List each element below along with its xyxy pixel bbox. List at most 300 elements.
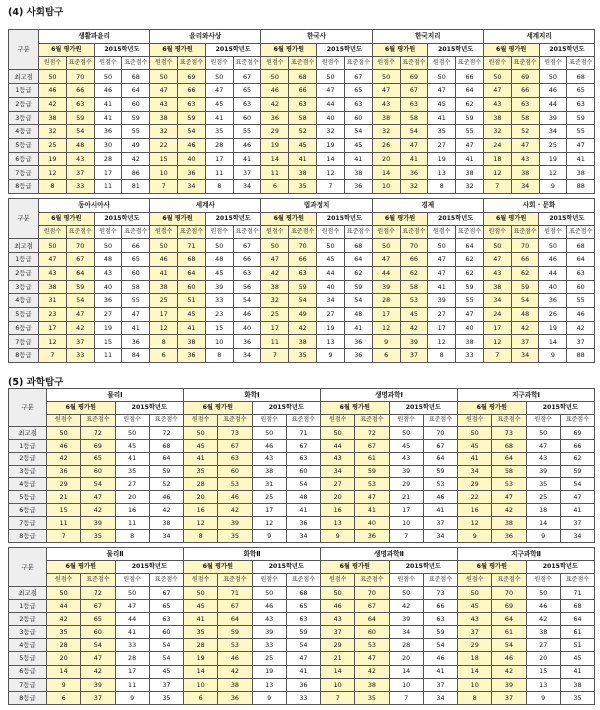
score-type-label: 표준점수 (560, 414, 594, 426)
score-cell: 46 (233, 307, 261, 321)
period-header: 6월 평가원 (372, 213, 428, 226)
score-cell: 66 (423, 599, 457, 612)
score-cell: 59 (511, 280, 539, 294)
score-type-label: 표준점수 (289, 57, 317, 70)
score-cell: 38 (456, 166, 484, 180)
score-cell: 66 (511, 253, 539, 267)
score-cell: 72 (81, 426, 115, 439)
score-cell: 67 (218, 599, 252, 612)
score-cell: 19 (539, 152, 567, 166)
score-cell: 48 (66, 138, 94, 152)
table-row (9, 439, 595, 452)
score-cell: 67 (66, 253, 94, 267)
score-cell: 19 (261, 138, 289, 152)
score-cell: 66 (178, 84, 206, 98)
score-cell: 14 (321, 665, 355, 678)
score-cell: 38 (149, 517, 183, 530)
score-cell: 38 (150, 280, 178, 294)
score-cell: 47 (483, 253, 511, 267)
score-cell: 70 (66, 239, 94, 253)
score-cell: 46 (218, 491, 252, 504)
period-header: 2015학년도 (205, 44, 261, 57)
score-cell: 86 (122, 166, 150, 180)
score-cell: 59 (149, 465, 183, 478)
score-cell: 60 (233, 111, 261, 125)
score-cell: 17 (150, 307, 178, 321)
score-cell: 19 (539, 321, 567, 335)
score-cell: 11 (47, 517, 81, 530)
score-cell: 42 (39, 97, 67, 111)
score-cell: 60 (81, 626, 115, 639)
score-cell: 12 (458, 517, 492, 530)
score-cell: 43 (39, 266, 67, 280)
score-cell: 55 (122, 125, 150, 139)
score-cell: 54 (286, 478, 320, 491)
period-header-row (9, 402, 595, 415)
score-cell: 38 (39, 280, 67, 294)
table-row (9, 180, 595, 194)
score-cell: 14 (389, 665, 423, 678)
table-row (9, 599, 595, 612)
score-cell: 45 (149, 665, 183, 678)
table-row (9, 349, 595, 363)
score-cell: 33 (66, 349, 94, 363)
score-cell: 70 (492, 586, 526, 599)
score-cell: 38 (511, 166, 539, 180)
table-row (9, 639, 595, 652)
score-cell: 48 (344, 307, 372, 321)
score-cell: 47 (355, 491, 389, 504)
table-row (9, 465, 595, 478)
score-type-label: 표준점수 (492, 574, 526, 586)
score-type-label: 원점수 (389, 574, 423, 586)
score-cell: 50 (115, 586, 149, 599)
score-cell: 47 (286, 652, 320, 665)
score-cell: 32 (39, 125, 67, 139)
period-header: 6월 평가원 (261, 44, 317, 57)
score-cell: 20 (526, 652, 560, 665)
score-cell: 45 (178, 307, 206, 321)
score-cell: 66 (400, 253, 428, 267)
score-cell: 32 (317, 125, 345, 139)
score-cell: 54 (178, 125, 206, 139)
score-cell: 20 (115, 491, 149, 504)
score-cell: 59 (423, 626, 457, 639)
score-cell: 28 (47, 639, 81, 652)
score-cell: 35 (218, 530, 252, 543)
score-type-label: 원점수 (526, 574, 560, 586)
score-type-label: 원점수 (150, 57, 178, 70)
period-header: 6월 평가원 (458, 402, 527, 415)
score-cell: 68 (122, 70, 150, 84)
score-type-label: 표준점수 (149, 574, 183, 586)
score-cell: 33 (115, 639, 149, 652)
score-cell: 42 (567, 321, 595, 335)
score-cell: 28 (115, 652, 149, 665)
score-cell: 15 (150, 152, 178, 166)
score-cell: 10 (389, 517, 423, 530)
period-header: 6월 평가원 (150, 213, 206, 226)
subject-name: 한국사 (261, 30, 372, 44)
score-cell: 47 (456, 307, 484, 321)
score-cell: 64 (567, 253, 595, 267)
subject-name: 경제 (372, 199, 483, 213)
score-cell: 12 (184, 517, 218, 530)
score-cell: 12 (372, 321, 400, 335)
period-header: 6월 평가원 (184, 402, 253, 415)
score-cell: 37 (511, 335, 539, 349)
score-cell: 31 (252, 478, 286, 491)
score-cell: 44 (47, 599, 81, 612)
score-cell: 41 (428, 280, 456, 294)
grade-label: 5등급 (9, 307, 39, 321)
score-cell: 63 (233, 97, 261, 111)
score-cell: 6 (150, 349, 178, 363)
grade-label: 8등급 (9, 349, 39, 363)
score-cell: 47 (400, 138, 428, 152)
score-cell: 13 (321, 517, 355, 530)
score-cell: 54 (511, 294, 539, 308)
period-header: 6월 평가원 (483, 44, 539, 57)
score-cell: 60 (218, 465, 252, 478)
score-cell: 29 (389, 478, 423, 491)
score-cell: 26 (539, 307, 567, 321)
score-cell: 63 (289, 266, 317, 280)
score-cell: 46 (539, 253, 567, 267)
score-type-label: 표준점수 (286, 414, 320, 426)
score-cell: 64 (122, 84, 150, 98)
score-cell: 62 (511, 266, 539, 280)
score-cell: 41 (560, 504, 594, 517)
score-cell: 14 (372, 166, 400, 180)
score-type-label: 원점수 (94, 57, 122, 70)
score-cell: 67 (355, 439, 389, 452)
grade-label: 7등급 (9, 678, 47, 691)
score-cell: 68 (492, 439, 526, 452)
score-cell: 12 (428, 335, 456, 349)
score-cell: 67 (423, 439, 457, 452)
table-row (9, 84, 595, 98)
grade-label: 4등급 (9, 125, 39, 139)
score-type-label: 원점수 (526, 414, 560, 426)
score-cell: 20 (47, 652, 81, 665)
table-row (9, 678, 595, 691)
score-cell: 8 (428, 180, 456, 194)
score-cell: 54 (233, 294, 261, 308)
score-cell: 45 (560, 652, 594, 665)
score-type-label: 표준점수 (66, 226, 94, 239)
score-cell: 64 (560, 612, 594, 625)
score-cell: 37 (423, 517, 457, 530)
score-cell: 60 (355, 626, 389, 639)
score-cell: 12 (317, 166, 345, 180)
period-header: 6월 평가원 (458, 561, 527, 574)
table-row (9, 152, 595, 166)
score-cell: 58 (122, 280, 150, 294)
score-cell: 38 (178, 335, 206, 349)
score-cell: 42 (261, 266, 289, 280)
score-cell: 50 (94, 239, 122, 253)
score-cell: 33 (205, 294, 233, 308)
score-cell: 23 (39, 307, 67, 321)
score-cell: 41 (567, 152, 595, 166)
score-cell: 46 (567, 307, 595, 321)
score-cell: 44 (372, 266, 400, 280)
score-cell: 50 (39, 70, 67, 84)
score-cell: 50 (39, 239, 67, 253)
score-cell: 67 (218, 439, 252, 452)
score-cell: 54 (66, 125, 94, 139)
score-cell: 37 (81, 691, 115, 704)
score-type-label: 원점수 (317, 226, 345, 239)
score-cell: 69 (511, 70, 539, 84)
score-cell: 15 (205, 321, 233, 335)
score-cell: 50 (252, 586, 286, 599)
score-cell: 50 (372, 70, 400, 84)
table-row (9, 530, 595, 543)
score-cell: 73 (492, 426, 526, 439)
score-cell: 36 (178, 349, 206, 363)
score-cell: 45 (184, 599, 218, 612)
score-cell: 59 (66, 111, 94, 125)
score-cell: 50 (321, 586, 355, 599)
grade-label: 1등급 (9, 439, 47, 452)
score-cell: 67 (233, 70, 261, 84)
score-cell: 53 (218, 639, 252, 652)
table-row (9, 253, 595, 267)
score-cell: 52 (289, 125, 317, 139)
score-cell: 64 (492, 452, 526, 465)
score-type-row (9, 574, 595, 586)
score-cell: 6 (372, 349, 400, 363)
grade-label: 2등급 (9, 452, 47, 465)
score-cell: 64 (492, 612, 526, 625)
score-cell: 50 (526, 586, 560, 599)
score-cell: 42 (81, 665, 115, 678)
score-cell: 8 (428, 349, 456, 363)
score-cell: 68 (344, 239, 372, 253)
score-cell: 16 (184, 504, 218, 517)
score-cell: 10 (184, 678, 218, 691)
score-cell: 49 (289, 307, 317, 321)
score-cell: 9 (115, 691, 149, 704)
score-cell: 69 (492, 599, 526, 612)
score-cell: 8 (184, 530, 218, 543)
score-cell: 41 (184, 452, 218, 465)
score-type-label: 원점수 (39, 226, 67, 239)
table-row (9, 626, 595, 639)
score-cell: 48 (94, 253, 122, 267)
score-cell: 68 (149, 439, 183, 452)
grade-label: 4등급 (9, 478, 47, 491)
score-cell: 27 (428, 138, 456, 152)
score-cell: 35 (355, 691, 389, 704)
score-cell: 60 (344, 111, 372, 125)
score-cell: 60 (567, 280, 595, 294)
table-row (9, 307, 595, 321)
score-cell: 11 (94, 349, 122, 363)
grade-label: 5등급 (9, 138, 39, 152)
score-cell: 59 (344, 280, 372, 294)
score-cell: 47 (115, 599, 149, 612)
score-cell: 42 (289, 321, 317, 335)
score-cell: 69 (400, 70, 428, 84)
score-cell: 19 (428, 152, 456, 166)
score-cell: 52 (511, 125, 539, 139)
score-cell: 50 (184, 426, 218, 439)
score-cell: 34 (539, 125, 567, 139)
score-cell: 35 (560, 691, 594, 704)
score-cell: 50 (483, 70, 511, 84)
score-cell: 45 (458, 599, 492, 612)
score-cell: 32 (456, 180, 484, 194)
score-cell: 49 (122, 138, 150, 152)
score-cell: 36 (47, 465, 81, 478)
score-cell: 9 (539, 180, 567, 194)
score-cell: 72 (149, 426, 183, 439)
score-cell: 9 (317, 349, 345, 363)
score-cell: 47 (428, 253, 456, 267)
score-cell: 63 (218, 452, 252, 465)
score-cell: 7 (261, 349, 289, 363)
score-cell: 36 (400, 166, 428, 180)
score-cell: 59 (355, 465, 389, 478)
score-cell: 70 (511, 239, 539, 253)
score-cell: 10 (389, 678, 423, 691)
period-header: 2015학년도 (539, 213, 595, 226)
score-cell: 66 (122, 239, 150, 253)
score-cell: 35 (47, 626, 81, 639)
score-cell: 53 (492, 478, 526, 491)
score-type-label: 표준점수 (423, 414, 457, 426)
score-cell: 11 (115, 517, 149, 530)
score-cell: 40 (178, 152, 206, 166)
score-cell: 28 (184, 478, 218, 491)
score-cell: 71 (560, 586, 594, 599)
grade-label: 2등급 (9, 266, 39, 280)
score-cell: 50 (428, 239, 456, 253)
period-header: 6월 평가원 (483, 213, 539, 226)
score-cell: 14 (184, 665, 218, 678)
score-cell: 56 (233, 280, 261, 294)
score-cell: 40 (539, 280, 567, 294)
score-cell: 39 (492, 678, 526, 691)
score-cell: 14 (539, 335, 567, 349)
table-row (9, 491, 595, 504)
score-type-label: 표준점수 (81, 414, 115, 426)
score-cell: 59 (289, 280, 317, 294)
score-cell: 12 (150, 321, 178, 335)
score-cell: 50 (205, 70, 233, 84)
score-cell: 70 (400, 239, 428, 253)
score-cell: 43 (94, 266, 122, 280)
sec-4-title: (4) 사회탐구 (8, 7, 64, 18)
score-cell: 63 (344, 97, 372, 111)
score-cell: 38 (289, 335, 317, 349)
score-cell: 47 (355, 652, 389, 665)
score-cell: 14 (458, 665, 492, 678)
score-cell: 28 (94, 152, 122, 166)
grade-label: 6등급 (9, 152, 39, 166)
score-cell: 6 (184, 691, 218, 704)
score-cell: 50 (389, 586, 423, 599)
score-cell: 24 (483, 138, 511, 152)
score-cell: 39 (81, 517, 115, 530)
score-cell: 43 (150, 97, 178, 111)
score-cell: 21 (389, 491, 423, 504)
score-cell: 54 (560, 478, 594, 491)
grade-label: 1등급 (9, 253, 39, 267)
score-cell: 40 (317, 280, 345, 294)
score-cell: 9 (252, 530, 286, 543)
score-cell: 29 (47, 478, 81, 491)
grade-label: 8등급 (9, 530, 47, 543)
period-header: 2015학년도 (389, 561, 458, 574)
score-cell: 7 (483, 180, 511, 194)
score-cell: 67 (344, 70, 372, 84)
score-cell: 27 (526, 639, 560, 652)
score-cell: 64 (178, 266, 206, 280)
period-header: 6월 평가원 (150, 44, 206, 57)
score-cell: 46 (218, 652, 252, 665)
score-cell: 47 (205, 84, 233, 98)
score-type-label: 원점수 (428, 226, 456, 239)
score-cell: 42 (218, 665, 252, 678)
subject-name: 세계사 (150, 199, 261, 213)
score-cell: 34 (423, 530, 457, 543)
score-cell: 38 (483, 280, 511, 294)
score-cell: 68 (567, 239, 595, 253)
score-cell: 17 (205, 152, 233, 166)
table-row (9, 335, 595, 349)
score-cell: 50 (321, 426, 355, 439)
score-cell: 50 (261, 70, 289, 84)
score-cell: 44 (317, 266, 345, 280)
score-cell: 62 (456, 253, 484, 267)
score-cell: 12 (39, 166, 67, 180)
score-cell: 45 (317, 253, 345, 267)
score-cell: 63 (149, 612, 183, 625)
score-cell: 7 (47, 530, 81, 543)
score-cell: 34 (389, 626, 423, 639)
score-cell: 46 (149, 491, 183, 504)
score-type-label: 표준점수 (122, 57, 150, 70)
score-cell: 54 (149, 652, 183, 665)
score-cell: 48 (205, 253, 233, 267)
score-cell: 50 (526, 426, 560, 439)
score-cell: 44 (539, 97, 567, 111)
score-cell: 54 (492, 639, 526, 652)
table-row (9, 586, 595, 599)
score-cell: 41 (423, 504, 457, 517)
score-cell: 50 (150, 70, 178, 84)
score-cell: 59 (423, 465, 457, 478)
score-cell: 36 (539, 294, 567, 308)
score-cell: 47 (492, 491, 526, 504)
score-cell: 41 (458, 452, 492, 465)
score-cell: 63 (400, 97, 428, 111)
score-cell: 28 (372, 294, 400, 308)
score-cell: 58 (492, 465, 526, 478)
score-cell: 88 (567, 349, 595, 363)
grade-label: 2등급 (9, 612, 47, 625)
score-cell: 54 (289, 294, 317, 308)
score-cell: 35 (428, 125, 456, 139)
period-header: 2015학년도 (317, 44, 373, 57)
score-cell: 28 (205, 138, 233, 152)
score-cell: 55 (233, 125, 261, 139)
score-cell: 55 (567, 125, 595, 139)
